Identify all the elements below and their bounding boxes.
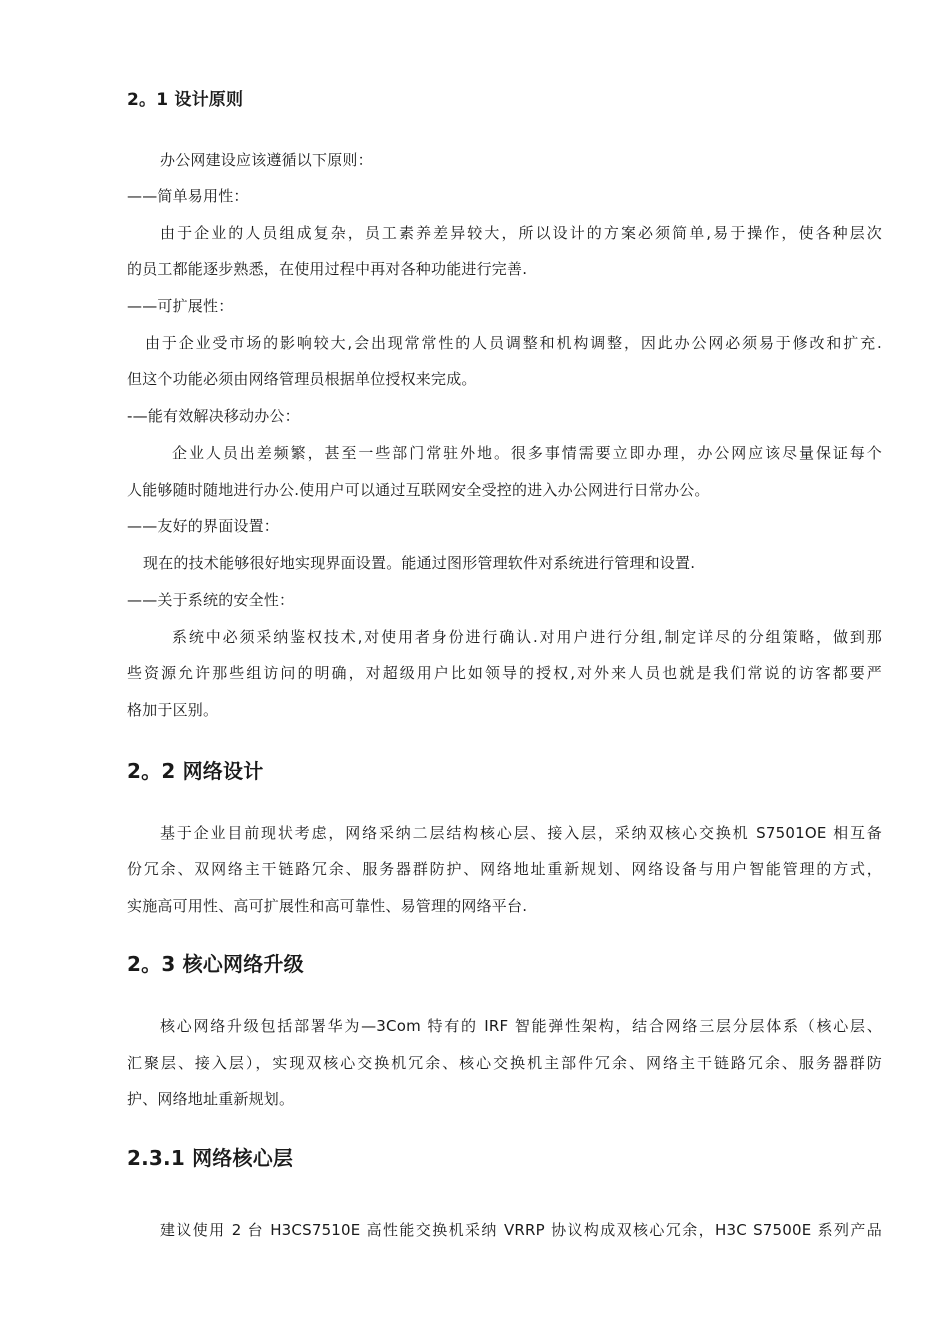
principle-text-line: 由于企业的人员组成复杂，员工素养差异较大，所以设计的方案必须简单,易于操作，使各种层次 xyxy=(160,224,882,242)
section-text-line: 建议使用 2 台 H3CS7510E 高性能交换机采纳 VRRP 协议构成双核心冗余，H3C S7500E 系列产品 xyxy=(160,1221,882,1239)
principle-heading-interface: ——友好的界面设置： xyxy=(127,517,280,535)
principle-heading-extensible: ——可扩展性： xyxy=(127,297,234,315)
section-text-line: 基于企业目前现状考虑，网络采纳二层结构核心层、接入层，采纳双核心交换机 S7501OE 相互备 xyxy=(160,824,882,842)
section-text-line: 实施高可用性、高可扩展性和高可靠性、易管理的网络平台. xyxy=(127,897,528,915)
principle-text-line: 但这个功能必须由网络管理员根据单位授权来完成。 xyxy=(127,370,477,388)
section-text-line: 份冗余、双网络主干链路冗余、服务器群防护、网络地址重新规划、网络设备与用户智能管理的方式， xyxy=(127,860,882,878)
heading-2-3: 2。3 核心网络升级 xyxy=(127,952,304,976)
section-text-line: 汇聚层、接入层），实现双核心交换机冗余、核心交换机主部件冗余、网络主干链路冗余、服务器群防 xyxy=(127,1054,882,1072)
section-text-line: 护、网络地址重新规划。 xyxy=(127,1090,295,1108)
principle-text-line: 系统中必须采纳鉴权技术,对使用者身份进行确认.对用户进行分组,制定详尽的分组策略，做到那 xyxy=(172,628,882,646)
principle-text-line: 现在的技术能够很好地实现界面设置。能通过图形管理软件对系统进行管理和设置. xyxy=(143,554,696,572)
principle-text-line: 些资源允许那些组访问的明确，对超级用户比如领导的授权,对外来人员也就是我们常说的访客都要严 xyxy=(127,664,882,682)
principle-text-line: 人能够随时随地进行办公.使用户可以通过互联网安全受控的进入办公网进行日常办公。 xyxy=(127,481,710,499)
principle-heading-security: ——关于系统的安全性： xyxy=(127,591,295,609)
principle-text-line: 企业人员出差频繁，甚至一些部门常驻外地。很多事情需要立即办理，办公网应该尽量保证每个 xyxy=(172,444,882,462)
principle-text-line: 由于企业受市场的影响较大,会出现常常性的人员调整和机构调整，因此办公网必须易于修改和扩充. xyxy=(145,334,882,352)
heading-2-3-1: 2.3.1 网络核心层 xyxy=(127,1146,294,1170)
principle-heading-mobile: -—能有效解决移动办公： xyxy=(127,407,300,425)
heading-2-2: 2。2 网络设计 xyxy=(127,759,264,783)
principle-text-line: 的员工都能逐步熟悉，在使用过程中再对各种功能进行完善. xyxy=(127,260,528,278)
principle-heading-simple: ——简单易用性： xyxy=(127,187,249,205)
heading-2-1: 2。1 设计原则 xyxy=(127,90,244,110)
principle-text-line: 格加于区别。 xyxy=(127,701,219,719)
section-text-line: 核心网络升级包括部署华为—3Com 特有的 IRF 智能弹性架构，结合网络三层分层体系（核心层、 xyxy=(160,1017,882,1035)
intro-text: 办公网建设应该遵循以下原则： xyxy=(160,151,373,169)
